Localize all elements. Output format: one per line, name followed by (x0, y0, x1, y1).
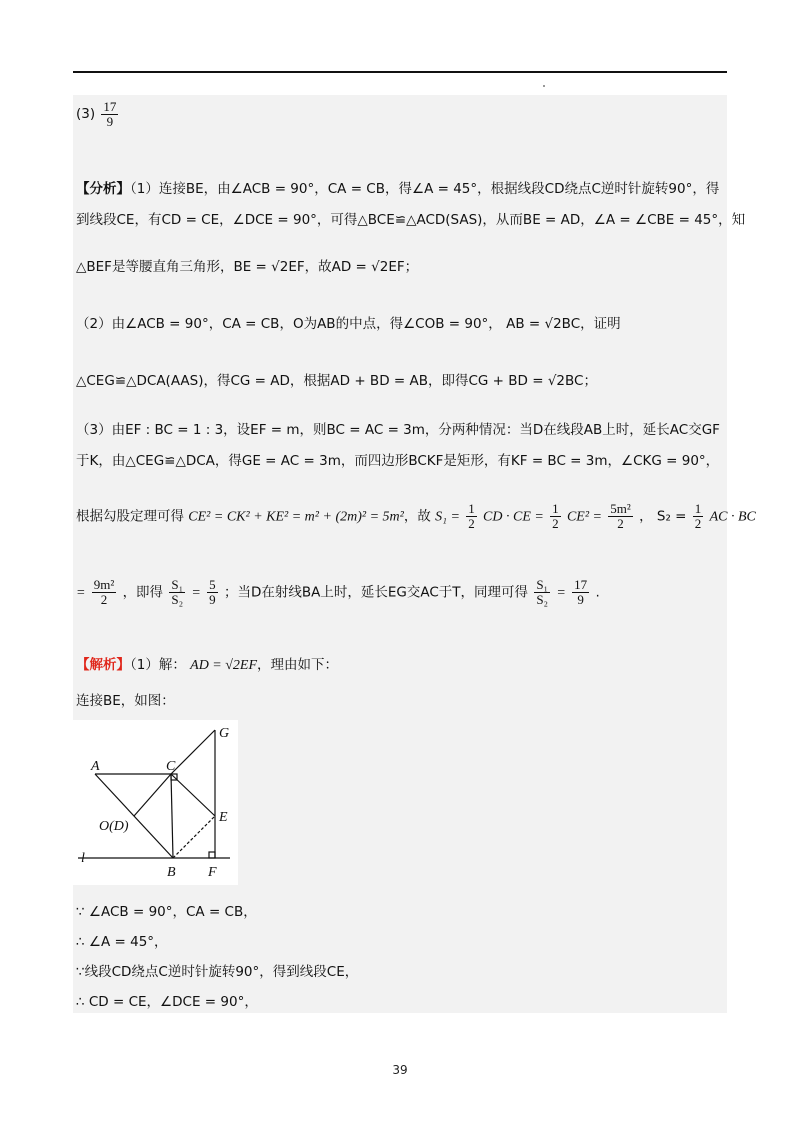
segment-CB (171, 774, 173, 858)
analysis-line-1: 【分析】（1）连接BE，由∠ACB = 90°，CA = CB，得∠A = 45°，根据线段CD绕点C逆时针旋转90°，得 (76, 181, 720, 197)
right-angle-F (209, 852, 215, 858)
label-OD: O(D) (99, 819, 129, 834)
analysis-line-6: （3）由EF : BC = 1 : 3，设EF = m，则BC = AC = 3m，分两种情况：当D在线段AB上时，延长AC交GF (76, 422, 720, 438)
header-mark (543, 85, 545, 87)
label-C: C (166, 759, 176, 774)
label-G: G (219, 726, 230, 741)
label-E: E (219, 810, 228, 825)
segment-CE (171, 774, 215, 816)
solution-line-2: 连接BE，如图： (76, 693, 175, 709)
label-B: B (167, 865, 176, 880)
solution-line-4: ∴ ∠A = 45°， (76, 934, 168, 950)
label-l: l (81, 851, 85, 866)
segment-DC (134, 774, 171, 816)
label-F: F (208, 865, 217, 880)
analysis-line-9: = $\frac{\text{9m²}}{2}$ ，即得 $\frac{\text{S₁}}{\text{S₂}}$ = $\frac{5}{9}$ ；当D在射线BA上时，延长EG交AC于T，同理可得 $\frac{\text{S₁}}{\text{S₂}}$ = $\frac{17}{9}$ . (76, 577, 600, 607)
solution-line-1: 【解析】（1）解： AD = √2EF，理由如下： (76, 657, 339, 673)
answer-fraction: $\frac{17}{9}$ (103, 99, 117, 129)
analysis-tag: 【分析】 (76, 181, 130, 197)
figure-svg (73, 720, 238, 885)
analysis-line-2: 到线段CE，有CD = CE，∠DCE = 90°，可得△BCE≌△ACD(SAS)，从而BE = AD，∠A = ∠CBE = 45°，知 (76, 212, 746, 228)
geometry-figure (73, 720, 238, 885)
label-A: A (91, 759, 100, 774)
analysis-line-5: △CEG≌△DCA(AAS)，得CG = AD，根据AD + BD = AB，即得CG + BD = √2BC； (76, 373, 597, 389)
solution-line-6: ∴ CD = CE，∠DCE = 90°， (76, 994, 258, 1010)
analysis-line-7: 于K，由△CEG≌△DCA，得GE = AC = 3m，而四边形BCKF是矩形，有KF = BC = 3m，∠CKG = 90°， (76, 453, 720, 469)
page-number: 39 (392, 1063, 408, 1077)
solution-line-5: ∵线段CD绕点C逆时针旋转90°，得到线段CE， (76, 964, 359, 980)
part3-answer: (3) $\frac{17}{9}$ (76, 99, 117, 129)
header-rule (73, 71, 727, 73)
segment-CG (171, 730, 215, 774)
analysis-line-8: 根据勾股定理可得 CE² = CK² + KE² = m² + (2m)² = 5m²，故 S₁ = $\frac{1}{2}$ CD · CE = $\frac{1}{2}$ CE² = $\frac{\text{5m²}}{2}$ ， S₂ = $\frac{1}{2}$ AC · BC (76, 501, 756, 531)
solution-line-3: ∵ ∠ACB = 90°，CA = CB， (76, 904, 257, 920)
analysis-line-3: △BEF是等腰直角三角形，BE = √2EF，故AD = √2EF； (76, 259, 419, 275)
solution-tag: 【解析】 (76, 657, 130, 673)
analysis-line-4: （2）由∠ACB = 90°，CA = CB，O为AB的中点，得∠COB = 90°， AB = √2BC，证明 (76, 316, 621, 332)
